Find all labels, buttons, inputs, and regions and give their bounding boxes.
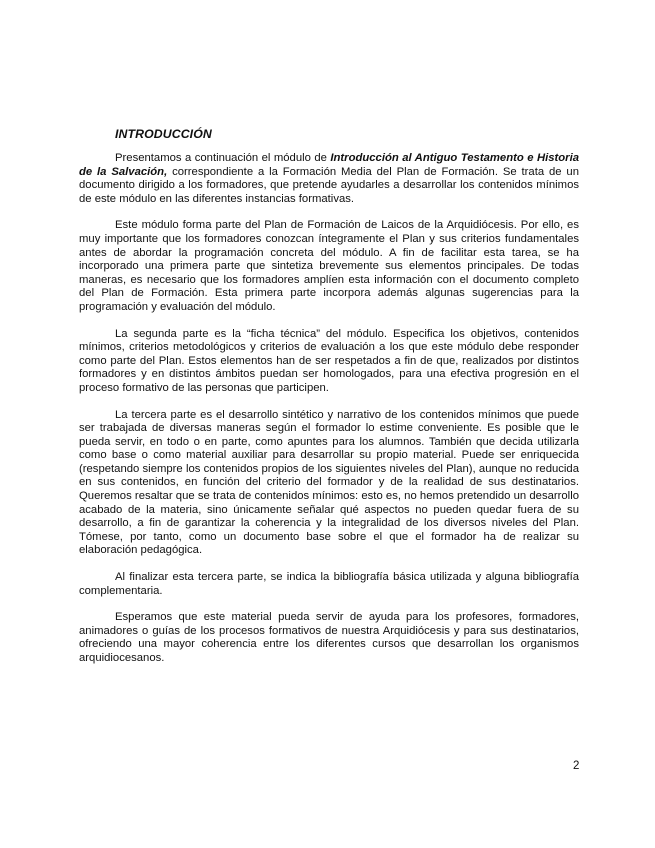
document-page (79, 127, 579, 679)
paragraph-intro (79, 152, 579, 206)
paragraph-second-part: La segunda parte es la “ficha técnica” del módulo. Especifica los objetivos, contenidos mínimos, criterios metodológicos y criterios de evaluación a los que este módulo debe responder como parte del Plan. Estos elementos han de ser respetados a fin de que, realizados por distintos formadores y en distintos ámbitos puedan ser homologados, para una efectiva progresión en el proceso formativo de las personas que participen. (79, 327, 579, 394)
section-heading: INTRODUCCIÓN (115, 127, 212, 141)
intro-rest-text: correspondiente a la Formación Media del Plan de Formación. Se trata de un documento dirigido a los formadores, que pretende ayudarles a desarrollar los contenidos mínimos de este módulo en las diferentes instancias formativas. (79, 165, 579, 205)
paragraph-closing: Esperamos que este material pueda servir de ayuda para los profesores, formadores, animadores o guías de los procesos formativos de nuestra Arquidiócesis y para sus destinatarios, ofreciendo una mayor coherencia entre los diferentes cursos que desarrollan los organismos arquidiocesanos. (79, 611, 579, 664)
paragraph-first-part: Este módulo forma parte del Plan de Formación de Laicos de la Arquidiócesis. Por ello, es muy importante que los formadores conozcan íntegramente el Plan y sus criterios fundamentales antes de abordar la programación concreta del módulo. A fin de facilitar esta tarea, se ha incorporado una primera parte que sintetiza brevemente sus elementos principales. De todas maneras, es necesario que los formadores amplíen esta información con el documento completo del Plan de Formación. Esta primera parte incorpora además algunas sugerencias para la programación y evaluación del módulo. (79, 219, 579, 313)
module-title: Introducción al Antiguo Testamento e Historia de la Salvación, (79, 152, 580, 178)
paragraph-third-part: La tercera parte es el desarrollo sintético y narrativo de los contenidos mínimos que puede ser trabajada de diversas maneras según el formador lo estime conveniente. Es posible que le pueda servir, en todo o en parte, como apuntes para los alumnos. También que decida utilizarla como base o como material auxiliar para desarrollar su propio material. Puede ser enriquecida (respetando siempre los contenidos propios de los siguientes niveles del Plan), aunque no reducida en sus contenidos, en función del criterio del formador y de la realidad de sus destinatarios. Queremos resaltar que se trata de contenidos mínimos: esto es, no hemos pretendido un desarrollo acabado de la materia, sino únicamente señalar qué aspectos no pueden quedar fuera de su desarrollo, a fin de garantizar la coherencia y la integralidad de los diversos niveles del Plan. Tómese, por tanto, como un documento base sobre el que el formador ha de realizar su elaboración pedagógica. (79, 408, 579, 557)
page-number: 2 (573, 760, 580, 772)
intro-lead-text: Presentamos a continuación el módulo de (115, 152, 331, 164)
paragraph-bibliography: Al finalizar esta tercera parte, se indica la bibliografía básica utilizada y alguna bibliografía complementaria. (79, 571, 579, 597)
